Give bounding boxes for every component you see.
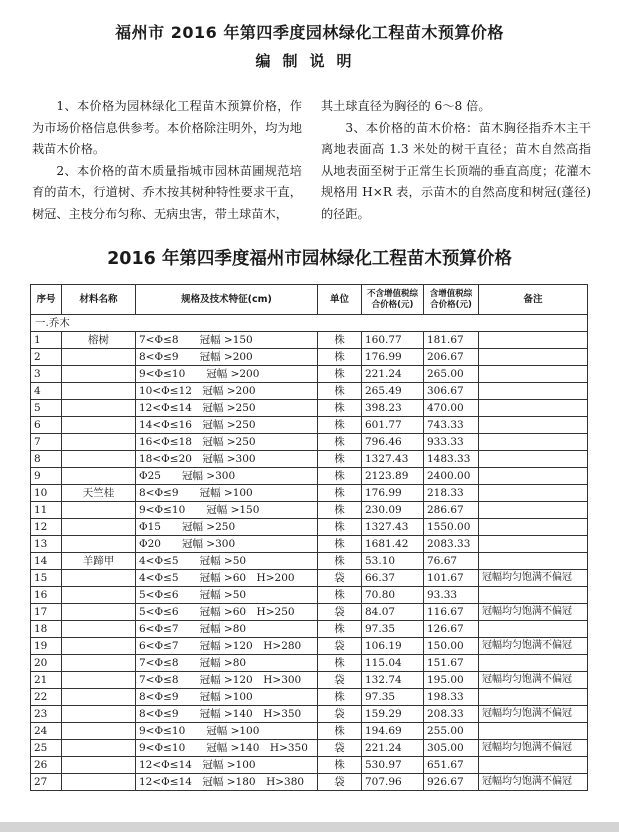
cell-note: 冠幅均匀饱满不偏冠	[479, 672, 588, 689]
cell-price-incl-vat: 181.67	[424, 332, 479, 349]
header-price-excl-vat: 不含增值税综合价格(元)	[362, 285, 424, 315]
section-row	[31, 315, 588, 332]
cell-unit: 株	[318, 757, 362, 774]
cell-note	[479, 502, 588, 519]
cell-price-excl-vat: 530.97	[362, 757, 424, 774]
cell-spec: Φ20 冠幅 >300	[136, 536, 318, 553]
cell-material-name	[62, 621, 136, 638]
cell-note	[479, 434, 588, 451]
cell-unit: 株	[318, 451, 362, 468]
notes-left-column	[32, 96, 302, 225]
cell-price-excl-vat: 601.77	[362, 417, 424, 434]
cell-price-incl-vat: 2400.00	[424, 468, 479, 485]
cell-note: 冠幅均匀饱满不偏冠	[479, 774, 588, 791]
cell-note	[479, 485, 588, 502]
cell-material-name	[62, 349, 136, 366]
table-row	[31, 400, 588, 417]
cell-spec: 5<Φ≤6 冠幅 >60 H>250	[136, 604, 318, 621]
cell-price-excl-vat: 265.49	[362, 383, 424, 400]
cell-no: 12	[31, 519, 62, 536]
cell-no: 10	[31, 485, 62, 502]
cell-material-name	[62, 400, 136, 417]
cell-material-name: 天竺桂	[62, 485, 136, 502]
header-unit: 单位	[318, 285, 362, 315]
cell-unit: 株	[318, 553, 362, 570]
cell-unit: 袋	[318, 672, 362, 689]
cell-note: 冠幅均匀饱满不偏冠	[479, 570, 588, 587]
cell-no: 19	[31, 638, 62, 655]
cell-spec: 12<Φ≤14 冠幅 >100	[136, 757, 318, 774]
cell-price-incl-vat: 255.00	[424, 723, 479, 740]
cell-note: 冠幅均匀饱满不偏冠	[479, 604, 588, 621]
cell-price-incl-vat: 208.33	[424, 706, 479, 723]
table-row	[31, 706, 588, 723]
table-row	[31, 655, 588, 672]
cell-no: 11	[31, 502, 62, 519]
cell-note	[479, 536, 588, 553]
cell-no: 23	[31, 706, 62, 723]
cell-note	[479, 451, 588, 468]
cell-price-incl-vat: 93.33	[424, 587, 479, 604]
cell-material-name	[62, 570, 136, 587]
cell-material-name	[62, 604, 136, 621]
cell-spec: 7<Φ≤8 冠幅 >120 H>300	[136, 672, 318, 689]
cell-spec: 12<Φ≤14 冠幅 >250	[136, 400, 318, 417]
cell-price-excl-vat: 398.23	[362, 400, 424, 417]
table-row	[31, 757, 588, 774]
header-spec: 规格及技术特征(cm)	[136, 285, 318, 315]
cell-price-excl-vat: 66.37	[362, 570, 424, 587]
cell-note: 冠幅均匀饱满不偏冠	[479, 706, 588, 723]
section-label: 一.乔木	[31, 315, 588, 332]
cell-unit: 株	[318, 366, 362, 383]
table-row	[31, 451, 588, 468]
cell-material-name: 榕树	[62, 332, 136, 349]
price-table	[30, 284, 588, 791]
table-row	[31, 502, 588, 519]
cell-price-excl-vat: 230.09	[362, 502, 424, 519]
cell-unit: 株	[318, 383, 362, 400]
cell-price-excl-vat: 53.10	[362, 553, 424, 570]
cell-no: 20	[31, 655, 62, 672]
cell-no: 26	[31, 757, 62, 774]
cell-note	[479, 468, 588, 485]
cell-note	[479, 332, 588, 349]
cell-spec: Φ25 冠幅 >300	[136, 468, 318, 485]
cell-unit: 袋	[318, 740, 362, 757]
cell-spec: 9<Φ≤10 冠幅 >150	[136, 502, 318, 519]
cell-note	[479, 655, 588, 672]
cell-price-incl-vat: 76.67	[424, 553, 479, 570]
cell-material-name	[62, 655, 136, 672]
cell-no: 5	[31, 400, 62, 417]
notes-right-column	[321, 96, 591, 225]
cell-no: 1	[31, 332, 62, 349]
cell-no: 7	[31, 434, 62, 451]
cell-unit: 株	[318, 468, 362, 485]
table-row	[31, 536, 588, 553]
cell-spec: 6<Φ≤7 冠幅 >120 H>280	[136, 638, 318, 655]
table-row	[31, 349, 588, 366]
cell-material-name	[62, 587, 136, 604]
cell-unit: 株	[318, 349, 362, 366]
cell-spec: 8<Φ≤9 冠幅 >200	[136, 349, 318, 366]
table-row	[31, 383, 588, 400]
cell-material-name	[62, 536, 136, 553]
cell-price-excl-vat: 1327.43	[362, 451, 424, 468]
cell-price-incl-vat: 933.33	[424, 434, 479, 451]
cell-note	[479, 723, 588, 740]
page-bottom-strip	[0, 822, 619, 832]
cell-note	[479, 366, 588, 383]
cell-price-excl-vat: 796.46	[362, 434, 424, 451]
cell-price-excl-vat: 221.24	[362, 366, 424, 383]
cell-material-name	[62, 502, 136, 519]
cell-no: 21	[31, 672, 62, 689]
cell-price-excl-vat: 707.96	[362, 774, 424, 791]
cell-price-incl-vat: 126.67	[424, 621, 479, 638]
cell-spec: 8<Φ≤9 冠幅 >140 H>350	[136, 706, 318, 723]
cell-note	[479, 587, 588, 604]
document-title: 福州市 2016 年第四季度园林绿化工程苗木预算价格	[115, 23, 504, 42]
cell-unit: 株	[318, 655, 362, 672]
cell-spec: 16<Φ≤18 冠幅 >250	[136, 434, 318, 451]
cell-note: 冠幅均匀饱满不偏冠	[479, 740, 588, 757]
header-price-incl-vat: 含增值税综合价格(元)	[424, 285, 479, 315]
cell-material-name: 羊蹄甲	[62, 553, 136, 570]
cell-note	[479, 519, 588, 536]
cell-spec: 7<Φ≤8 冠幅 >150	[136, 332, 318, 349]
table-row	[31, 434, 588, 451]
cell-price-excl-vat: 1327.43	[362, 519, 424, 536]
cell-unit: 株	[318, 332, 362, 349]
cell-material-name	[62, 689, 136, 706]
note-paragraph-2-continued: 其土球直径为胸径的 6～8 倍。	[321, 99, 491, 113]
cell-note	[479, 553, 588, 570]
cell-note	[479, 383, 588, 400]
cell-material-name	[62, 417, 136, 434]
cell-spec: 9<Φ≤10 冠幅 >140 H>350	[136, 740, 318, 757]
cell-price-excl-vat: 176.99	[362, 485, 424, 502]
document-subtitle: 编制说明	[255, 52, 364, 70]
cell-unit: 株	[318, 485, 362, 502]
cell-no: 8	[31, 451, 62, 468]
header-name: 材料名称	[62, 285, 136, 315]
cell-price-excl-vat: 132.74	[362, 672, 424, 689]
cell-unit: 袋	[318, 638, 362, 655]
cell-no: 14	[31, 553, 62, 570]
cell-price-excl-vat: 97.35	[362, 621, 424, 638]
cell-note	[479, 417, 588, 434]
cell-spec: 9<Φ≤10 冠幅 >200	[136, 366, 318, 383]
cell-spec: 8<Φ≤9 冠幅 >100	[136, 485, 318, 502]
cell-material-name	[62, 519, 136, 536]
cell-no: 27	[31, 774, 62, 791]
cell-price-incl-vat: 1483.33	[424, 451, 479, 468]
table-row	[31, 519, 588, 536]
table-title: 2016 年第四季度福州市园林绿化工程苗木预算价格	[107, 249, 512, 269]
cell-price-incl-vat: 286.67	[424, 502, 479, 519]
cell-price-excl-vat: 106.19	[362, 638, 424, 655]
table-row	[31, 621, 588, 638]
note-paragraph-3: 3、本价格的苗木价格：苗木胸径指乔木主干离地表面高 1.3 米处的树干直径；苗木自然高指从地表面至树于正常生长顶端的垂直高度；花灌木规格用 H×R 表，示苗木的自然高度和树冠(蓬径)的径距。	[321, 120, 591, 221]
cell-material-name	[62, 468, 136, 485]
cell-unit: 株	[318, 400, 362, 417]
cell-spec: 14<Φ≤16 冠幅 >250	[136, 417, 318, 434]
cell-no: 17	[31, 604, 62, 621]
cell-unit: 株	[318, 621, 362, 638]
cell-unit: 株	[318, 723, 362, 740]
cell-material-name	[62, 740, 136, 757]
cell-note	[479, 757, 588, 774]
cell-no: 4	[31, 383, 62, 400]
cell-price-excl-vat: 159.29	[362, 706, 424, 723]
table-header-row	[31, 285, 588, 315]
table-row	[31, 774, 588, 791]
cell-no: 3	[31, 366, 62, 383]
cell-price-incl-vat: 926.67	[424, 774, 479, 791]
cell-no: 9	[31, 468, 62, 485]
cell-no: 6	[31, 417, 62, 434]
cell-unit: 袋	[318, 706, 362, 723]
header-note: 备注	[479, 285, 588, 315]
table-row	[31, 332, 588, 349]
cell-no: 15	[31, 570, 62, 587]
table-row	[31, 570, 588, 587]
cell-material-name	[62, 774, 136, 791]
cell-price-incl-vat: 150.00	[424, 638, 479, 655]
cell-material-name	[62, 757, 136, 774]
cell-price-incl-vat: 470.00	[424, 400, 479, 417]
table-row	[31, 485, 588, 502]
cell-no: 2	[31, 349, 62, 366]
cell-spec: 6<Φ≤7 冠幅 >80	[136, 621, 318, 638]
note-paragraph-1: 1、本价格为园林绿化工程苗木预算价格，作为市场价格信息供参考。本价格除注明外，均为地栽苗木价格。	[32, 99, 302, 156]
cell-price-excl-vat: 176.99	[362, 349, 424, 366]
cell-unit: 袋	[318, 570, 362, 587]
cell-no: 18	[31, 621, 62, 638]
cell-material-name	[62, 434, 136, 451]
table-row	[31, 366, 588, 383]
cell-note	[479, 349, 588, 366]
table-row	[31, 638, 588, 655]
cell-spec: 4<Φ≤5 冠幅 >50	[136, 553, 318, 570]
table-row	[31, 417, 588, 434]
note-paragraph-2: 2、本价格的苗木质量指城市园林苗圃规范培育的苗木，行道树、乔木按其树种特性要求干直，树冠、主枝分布匀称、无病虫害，带土球苗木，	[32, 163, 302, 221]
cell-unit: 株	[318, 536, 362, 553]
cell-price-incl-vat: 101.67	[424, 570, 479, 587]
cell-price-excl-vat: 194.69	[362, 723, 424, 740]
table-row	[31, 672, 588, 689]
cell-price-incl-vat: 2083.33	[424, 536, 479, 553]
cell-price-excl-vat: 221.24	[362, 740, 424, 757]
cell-unit: 株	[318, 417, 362, 434]
cell-price-incl-vat: 306.67	[424, 383, 479, 400]
table-row	[31, 689, 588, 706]
cell-spec: 5<Φ≤6 冠幅 >50	[136, 587, 318, 604]
table-row	[31, 587, 588, 604]
cell-spec: 7<Φ≤8 冠幅 >80	[136, 655, 318, 672]
cell-price-excl-vat: 2123.89	[362, 468, 424, 485]
cell-price-excl-vat: 97.35	[362, 689, 424, 706]
cell-no: 16	[31, 587, 62, 604]
cell-price-incl-vat: 116.67	[424, 604, 479, 621]
cell-note	[479, 400, 588, 417]
cell-price-incl-vat: 206.67	[424, 349, 479, 366]
cell-note	[479, 621, 588, 638]
cell-no: 22	[31, 689, 62, 706]
cell-spec: 10<Φ≤12 冠幅 >200	[136, 383, 318, 400]
cell-spec: 9<Φ≤10 冠幅 >100	[136, 723, 318, 740]
cell-price-incl-vat: 265.00	[424, 366, 479, 383]
cell-unit: 袋	[318, 604, 362, 621]
cell-price-excl-vat: 1681.42	[362, 536, 424, 553]
cell-unit: 株	[318, 689, 362, 706]
cell-price-excl-vat: 160.77	[362, 332, 424, 349]
cell-price-incl-vat: 1550.00	[424, 519, 479, 536]
cell-no: 25	[31, 740, 62, 757]
cell-price-incl-vat: 218.33	[424, 485, 479, 502]
table-body	[31, 315, 588, 791]
table-row	[31, 740, 588, 757]
cell-no: 13	[31, 536, 62, 553]
cell-spec: Φ15 冠幅 >250	[136, 519, 318, 536]
cell-material-name	[62, 366, 136, 383]
cell-price-excl-vat: 84.07	[362, 604, 424, 621]
cell-price-incl-vat: 743.33	[424, 417, 479, 434]
cell-price-incl-vat: 151.67	[424, 655, 479, 672]
table-row	[31, 553, 588, 570]
table-row	[31, 604, 588, 621]
cell-unit: 株	[318, 587, 362, 604]
cell-material-name	[62, 672, 136, 689]
cell-material-name	[62, 638, 136, 655]
table-row	[31, 468, 588, 485]
cell-material-name	[62, 723, 136, 740]
cell-no: 24	[31, 723, 62, 740]
cell-price-incl-vat: 195.00	[424, 672, 479, 689]
cell-unit: 株	[318, 519, 362, 536]
cell-spec: 12<Φ≤14 冠幅 >180 H>380	[136, 774, 318, 791]
cell-note: 冠幅均匀饱满不偏冠	[479, 638, 588, 655]
cell-material-name	[62, 451, 136, 468]
cell-spec: 18<Φ≤20 冠幅 >300	[136, 451, 318, 468]
cell-unit: 株	[318, 502, 362, 519]
cell-note	[479, 689, 588, 706]
cell-material-name	[62, 383, 136, 400]
cell-spec: 4<Φ≤5 冠幅 >60 H>200	[136, 570, 318, 587]
cell-spec: 8<Φ≤9 冠幅 >100	[136, 689, 318, 706]
cell-material-name	[62, 706, 136, 723]
cell-price-incl-vat: 198.33	[424, 689, 479, 706]
cell-price-incl-vat: 305.00	[424, 740, 479, 757]
header-no: 序号	[31, 285, 62, 315]
cell-price-incl-vat: 651.67	[424, 757, 479, 774]
cell-price-excl-vat: 70.80	[362, 587, 424, 604]
table-row	[31, 723, 588, 740]
cell-price-excl-vat: 115.04	[362, 655, 424, 672]
cell-unit: 袋	[318, 774, 362, 791]
cell-unit: 株	[318, 434, 362, 451]
